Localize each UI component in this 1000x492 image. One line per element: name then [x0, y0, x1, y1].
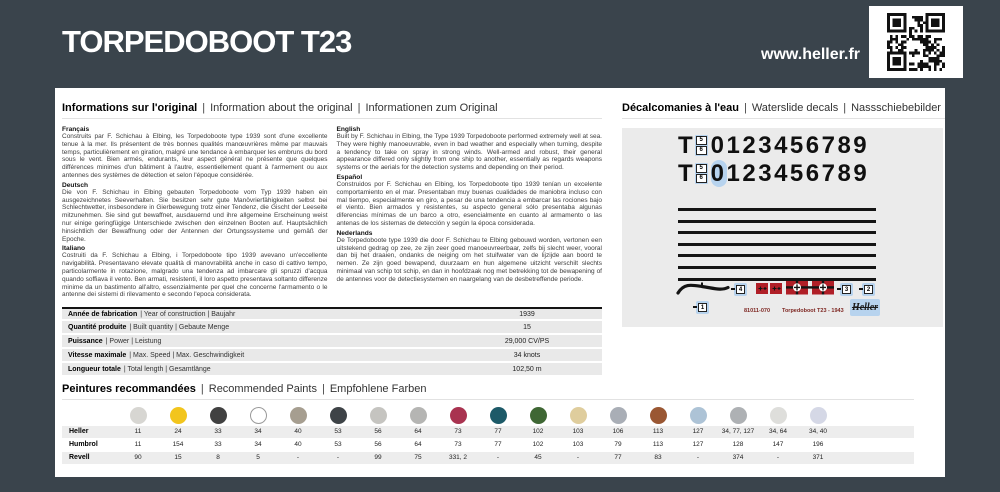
- swatch-cell: [198, 407, 238, 424]
- paint-code-cell: 127: [692, 428, 704, 436]
- paint-code-cell: 154: [172, 441, 184, 449]
- paint-code-cell: 5: [256, 454, 260, 462]
- decal-digits: [711, 161, 870, 187]
- language-label: English: [336, 126, 361, 133]
- paints-heading-en: Recommended Paints: [208, 383, 317, 395]
- spec-label-translations: | Year of construction | Baujahr: [140, 310, 236, 318]
- paint-code-cell: 45: [534, 454, 542, 462]
- paint-swatch: [290, 407, 307, 424]
- paint-code-cell: -: [576, 454, 580, 462]
- paint-swatch: [210, 407, 227, 424]
- page-title: TORPEDOBOOT T23: [62, 24, 352, 59]
- paint-code-cell: 99: [374, 454, 382, 462]
- decals-heading-fr: Décalcomanies à l'eau: [622, 102, 739, 114]
- paint-swatch: [730, 407, 747, 424]
- paint-code-cell: 33: [214, 428, 222, 436]
- specs-table: [62, 307, 602, 377]
- paint-swatch: [170, 407, 187, 424]
- stripe-decal: [678, 278, 876, 281]
- paint-code-cell: 73: [454, 441, 462, 449]
- decal-callout-4: [734, 283, 747, 296]
- decal-reference: 81011-070: [744, 308, 770, 314]
- info-heading-en: Information about the original: [210, 102, 353, 114]
- decal-sheet: [622, 128, 943, 327]
- paint-code-cell: 103: [572, 428, 584, 436]
- swatch-cell: [318, 407, 358, 424]
- language-label: Español: [336, 173, 363, 181]
- paint-code-cell: 103: [572, 441, 584, 449]
- hull-number-box: 5: [696, 136, 707, 145]
- paint-swatch: [450, 407, 467, 424]
- spec-row: [62, 349, 602, 361]
- language-paragraph: Construits par F. Schichau à Elbing, les Torpedoboote type 1939 sont d'une excellente tenue à la mer. Ils présentent de très bonnes qualités manœuvrières même par mauvais temps, particulièrement en giration, malgré une tendance à embarquer les embruns du bord sous le vent. Bien armés, endurants, leur aspect général ne présente que quelques différences minimes d'un bâtiment à l'autre, essentiellement quant à l'armement ou aux antennes des systèmes de détection et selon l'époque considérée.: [62, 133, 328, 179]
- paint-swatch: [490, 407, 507, 424]
- paint-code-cell: 113: [652, 441, 664, 449]
- paint-swatch: [130, 407, 147, 424]
- spec-label-fr: Puissance: [68, 337, 103, 345]
- swatch-cell: [718, 407, 758, 424]
- spec-label-translations: | Max. Speed | Max. Geschwindigkeit: [129, 351, 245, 359]
- paint-code-cell: 34, 64: [768, 428, 788, 436]
- language-paragraph: Construidos por F. Schichau en Elbing, los Torpedoboote tipo 1939 tenían un excelente comportamiento en el mar. Presentaban muy buenas cualidades de maniobra incluso con mal tiempo, especialmente en giro, a pesar de una tendencia a embarcar las rociones bajo el viento. Bien armados y resistentes, su aspecto general sólo presentaba algunas diferencias mínimas de un barco a otro, esencialmente en cuanto al armamento o las antenas de los sistemas de detección y según la época considerada.: [336, 180, 602, 227]
- paint-swatch: [770, 407, 787, 424]
- spec-label-translations: | Power | Leistung: [105, 337, 162, 345]
- paint-code-cell: 106: [612, 428, 624, 436]
- paint-swatch: [410, 407, 427, 424]
- heller-logo: Heller: [850, 299, 880, 316]
- hull-number-box: 6: [696, 146, 707, 155]
- paint-code-cell: 56: [374, 428, 382, 436]
- decal-digit-highlighted: 0: [710, 159, 727, 187]
- paint-code-cell: 34, 40: [808, 428, 828, 436]
- paints-heading-de: Empfohlene Farben: [329, 383, 427, 395]
- paint-code-cell: -: [776, 454, 780, 462]
- swatch-cell: [358, 407, 398, 424]
- paint-code-cell: 40: [294, 428, 302, 436]
- paint-code-cell: 102: [532, 428, 544, 436]
- info-heading-fr: Informations sur l'original: [62, 102, 198, 114]
- language-label: Nederlands: [336, 229, 373, 237]
- info-column-left: [62, 124, 328, 300]
- decals-section: [622, 102, 945, 314]
- swatch-cell: [798, 407, 838, 424]
- hull-number-boxes: [695, 135, 708, 156]
- paint-swatch: [610, 407, 627, 424]
- paint-swatch: [810, 407, 827, 424]
- paint-code-cell: 53: [334, 428, 342, 436]
- decal-callout-1: [696, 301, 709, 314]
- language-paragraph: De Torpedoboote type 1939 die door F. Schichau te Elbing gebouwd worden, vertonen een uitstekend gedrag op zee, ze zijn zeer goed manoeuvreerbaar, zelfs bij slecht weer, vooral dan bij het draaien, ondanks de neiging om het stuifwater van de lijzijde aan boord te nemen. Ze zijn goed bewapend, duurzaam en hun algemene uitzicht verschilt slechts minimaal van schip tot schip, en dan in hoofdzaak nog met betrekking tot de bewapening of de antennes voor de detectiesystemen en naargelang van de desbetreffende periode.: [336, 236, 602, 283]
- paint-code-cell: 147: [772, 441, 784, 449]
- language-paragraph: Costruiti da F. Schichau a Elbing, i Torpedoboote tipo 1939 avevano un'eccellente navigabilità. Presentavano elevate qualità di manovrabilità anche in caso di cattivo tempo, particolarmente in rotazione, malgrado una tendenza ad imbarcare gli spruzzi d'acqua quando soffiava il vento. Ben armati, resistenti, il loro aspetto presentava soltanto differenze minime da un bastimento all'altro, essenzialmente per quel che concerne l'armamento o le antenne dei sistemi di rilevamento e secondo l'epoca considerata.: [62, 252, 328, 299]
- info-column-right: [337, 124, 603, 300]
- paint-brand-row: [62, 426, 914, 438]
- spec-value: 102,50 m: [512, 365, 542, 373]
- swatch-cell: [278, 407, 318, 424]
- paint-code-cell: 11: [134, 428, 142, 436]
- swatch-cell: [118, 407, 158, 424]
- decals-heading-en: Waterslide decals: [751, 102, 839, 114]
- decal-callout-2: [862, 283, 875, 296]
- spec-row: [62, 321, 602, 333]
- swatch-row: [62, 405, 914, 426]
- paint-code-cell: 128: [732, 441, 744, 449]
- spec-label: [62, 324, 452, 331]
- paint-swatch: [330, 407, 347, 424]
- paint-code-cell: 196: [812, 441, 824, 449]
- paint-code-cell: 64: [414, 441, 422, 449]
- spec-label: [62, 338, 452, 345]
- decal-digits-row: [678, 160, 869, 187]
- paint-brand-label: Revell: [69, 454, 90, 462]
- paint-code-cell: 374: [732, 454, 744, 462]
- flag-decal-small: [756, 282, 782, 295]
- stripe-decal: [678, 243, 876, 246]
- sheet-panel: [55, 88, 945, 477]
- paint-brand-row: [62, 439, 914, 451]
- swatch-cell: [678, 407, 718, 424]
- paint-code-cell: 77: [494, 441, 502, 449]
- info-heading-de: Informationen zum Original: [365, 102, 498, 114]
- paint-table: [62, 405, 914, 464]
- language-paragraph: Die von F. Schichau in Elbing gebauten Torpedoboote vom Typ 1939 haben ein ausgezeichnetes Seeverhalten. Sie besitzen sehr gute Manövrierfähigkeiten selbst bei Schlechtwetter, insbesondere in Gierbewegung trotz einer Tendenz, die Gischt der Leeseite mitzunehmen. Sie sind gut bewaffnet, ausdauernd und ihre allgemeine Erscheinung weist nur einige geringfügige Unterschiede zwischen den einzelnen Booten auf. Hauptsächlich hinsichtlich der Bewaffnung oder der Antennen der Ortungssysteme und gemäß der Epoche.: [62, 188, 328, 243]
- paint-code-cell: 73: [454, 428, 462, 436]
- paint-code-cell: -: [696, 454, 700, 462]
- flag-decal-ensign: [786, 279, 834, 296]
- language-label: Italiano: [62, 245, 86, 253]
- decal-digits: 0123456789: [710, 131, 870, 159]
- info-section: [62, 102, 602, 373]
- spec-value: 29,000 CV/PS: [504, 337, 550, 345]
- swatch-cell: [478, 407, 518, 424]
- decal-digits-rest: 123456789: [726, 159, 870, 187]
- swatch-cell: [518, 407, 558, 424]
- paint-swatch: [690, 407, 707, 424]
- paints-heading: Peintures recommandées | Recommended Paints | Empfohlene Farben: [62, 383, 914, 400]
- decal-letter: T: [678, 159, 693, 187]
- paint-code-cell: 83: [654, 454, 662, 462]
- decal-callout-number: 3: [842, 285, 851, 294]
- decal-callout-number: 2: [864, 285, 873, 294]
- paint-brand-row: [62, 452, 914, 464]
- spec-value: 1939: [519, 310, 535, 318]
- website-url: www.heller.fr: [761, 46, 860, 63]
- paint-code-cell: 56: [374, 441, 382, 449]
- paint-code-cell: 77: [494, 428, 502, 436]
- hull-number-box: 5: [696, 164, 707, 173]
- paint-swatch: [370, 407, 387, 424]
- decals-heading-de: Nassschiebebilder: [851, 102, 941, 114]
- spec-label: [62, 352, 452, 359]
- decal-callout-number: 1: [698, 303, 707, 312]
- paint-brand-label: Humbrol: [69, 441, 98, 449]
- paint-code-cell: 15: [174, 454, 182, 462]
- decal-letter: T: [678, 131, 693, 159]
- paint-code-cell: -: [336, 454, 340, 462]
- stripe-decal: [678, 208, 876, 211]
- stripe-decal: [678, 266, 876, 269]
- paint-swatch: [650, 407, 667, 424]
- paint-code-cell: 127: [692, 441, 704, 449]
- paints-heading-fr: Peintures recommandées: [62, 383, 196, 395]
- paints-section: [62, 383, 914, 465]
- paint-code-cell: 8: [216, 454, 220, 462]
- spec-label-fr: Vitesse maximale: [68, 351, 127, 359]
- paint-code-cell: 34, 77, 127: [721, 428, 755, 436]
- paint-swatch: [250, 407, 267, 424]
- spec-label-translations: | Total length | Gesamtlänge: [123, 365, 211, 373]
- swatch-cell: [758, 407, 798, 424]
- swatch-cell: [438, 407, 478, 424]
- spec-value: 34 knots: [513, 351, 541, 359]
- language-paragraph: Built by F. Schichau in Elbing, the Type 1939 Torpedoboote performed extremely well at sea. They were highly manoeuvrable, even in bad weather and especially when turning, despite a tendency to take on spray in strong winds. Well-armed and robust, their general appearance differed only slightly from one ship to another, essentially as regards weapons systems or the aerials for the detection systems and depending on their period.: [336, 133, 602, 172]
- spec-label-translations: | Built quantity | Gebaute Menge: [129, 323, 230, 331]
- spec-label-fr: Quantité produite: [68, 323, 127, 331]
- header-band: [0, 0, 1000, 88]
- paint-brand-label: Heller: [69, 428, 89, 436]
- decal-callout-3: [840, 283, 853, 296]
- paint-code-cell: 371: [812, 454, 824, 462]
- swatch-cell: [638, 407, 678, 424]
- paint-code-cell: 77: [614, 454, 622, 462]
- paint-code-cell: 34: [254, 441, 262, 449]
- paint-swatch: [530, 407, 547, 424]
- spec-label: [62, 366, 452, 373]
- paint-code-cell: 75: [414, 454, 422, 462]
- hull-number-boxes: [695, 163, 708, 184]
- spec-label: [62, 311, 452, 318]
- paint-code-cell: 90: [134, 454, 142, 462]
- paint-code-cell: 11: [134, 441, 142, 449]
- paint-code-cell: 33: [214, 441, 222, 449]
- paint-code-cell: 79: [614, 441, 622, 449]
- swatch-cell: [398, 407, 438, 424]
- decal-digits-row: [678, 132, 869, 159]
- spec-label-fr: Longueur totale: [68, 365, 121, 373]
- decal-title: Torpedoboot T23 - 1943: [782, 308, 844, 314]
- info-heading: Informations sur l'original | Information about the original | Informationen zum Original: [62, 102, 602, 119]
- spec-value: 15: [523, 323, 531, 331]
- paint-code-cell: 102: [532, 441, 544, 449]
- paint-code-cell: 40: [294, 441, 302, 449]
- paint-code-cell: 34: [254, 428, 262, 436]
- paint-code-cell: 24: [174, 428, 182, 436]
- paint-swatch: [570, 407, 587, 424]
- paint-code-cell: 113: [652, 428, 664, 436]
- bow-wave-decal: [676, 278, 730, 298]
- decal-callout-number: 4: [736, 285, 745, 294]
- paint-code-cell: -: [296, 454, 300, 462]
- paint-code-cell: 53: [334, 441, 342, 449]
- hull-number-box: 6: [696, 174, 707, 183]
- swatch-cell: [598, 407, 638, 424]
- paint-code-cell: 331, 2: [448, 454, 468, 462]
- stripe-decal: [678, 254, 876, 257]
- spec-row: [62, 335, 602, 347]
- decals-heading: Décalcomanies à l'eau | Waterslide decals | Nassschiebebilder: [622, 102, 945, 119]
- stripe-decal: [678, 231, 876, 234]
- qr-code-icon: [887, 13, 945, 71]
- swatch-cell: [158, 407, 198, 424]
- paint-code-cell: -: [496, 454, 500, 462]
- swatch-cell: [238, 407, 278, 424]
- spec-row: [62, 307, 602, 319]
- language-label: Français: [62, 126, 90, 133]
- spec-row: [62, 363, 602, 375]
- qr-code: [869, 6, 963, 78]
- stripe-decal: [678, 220, 876, 223]
- swatch-cell: [558, 407, 598, 424]
- language-label: Deutsch: [62, 181, 89, 189]
- info-columns: [62, 124, 602, 300]
- paint-code-cell: 64: [414, 428, 422, 436]
- spec-label-fr: Année de fabrication: [68, 310, 138, 318]
